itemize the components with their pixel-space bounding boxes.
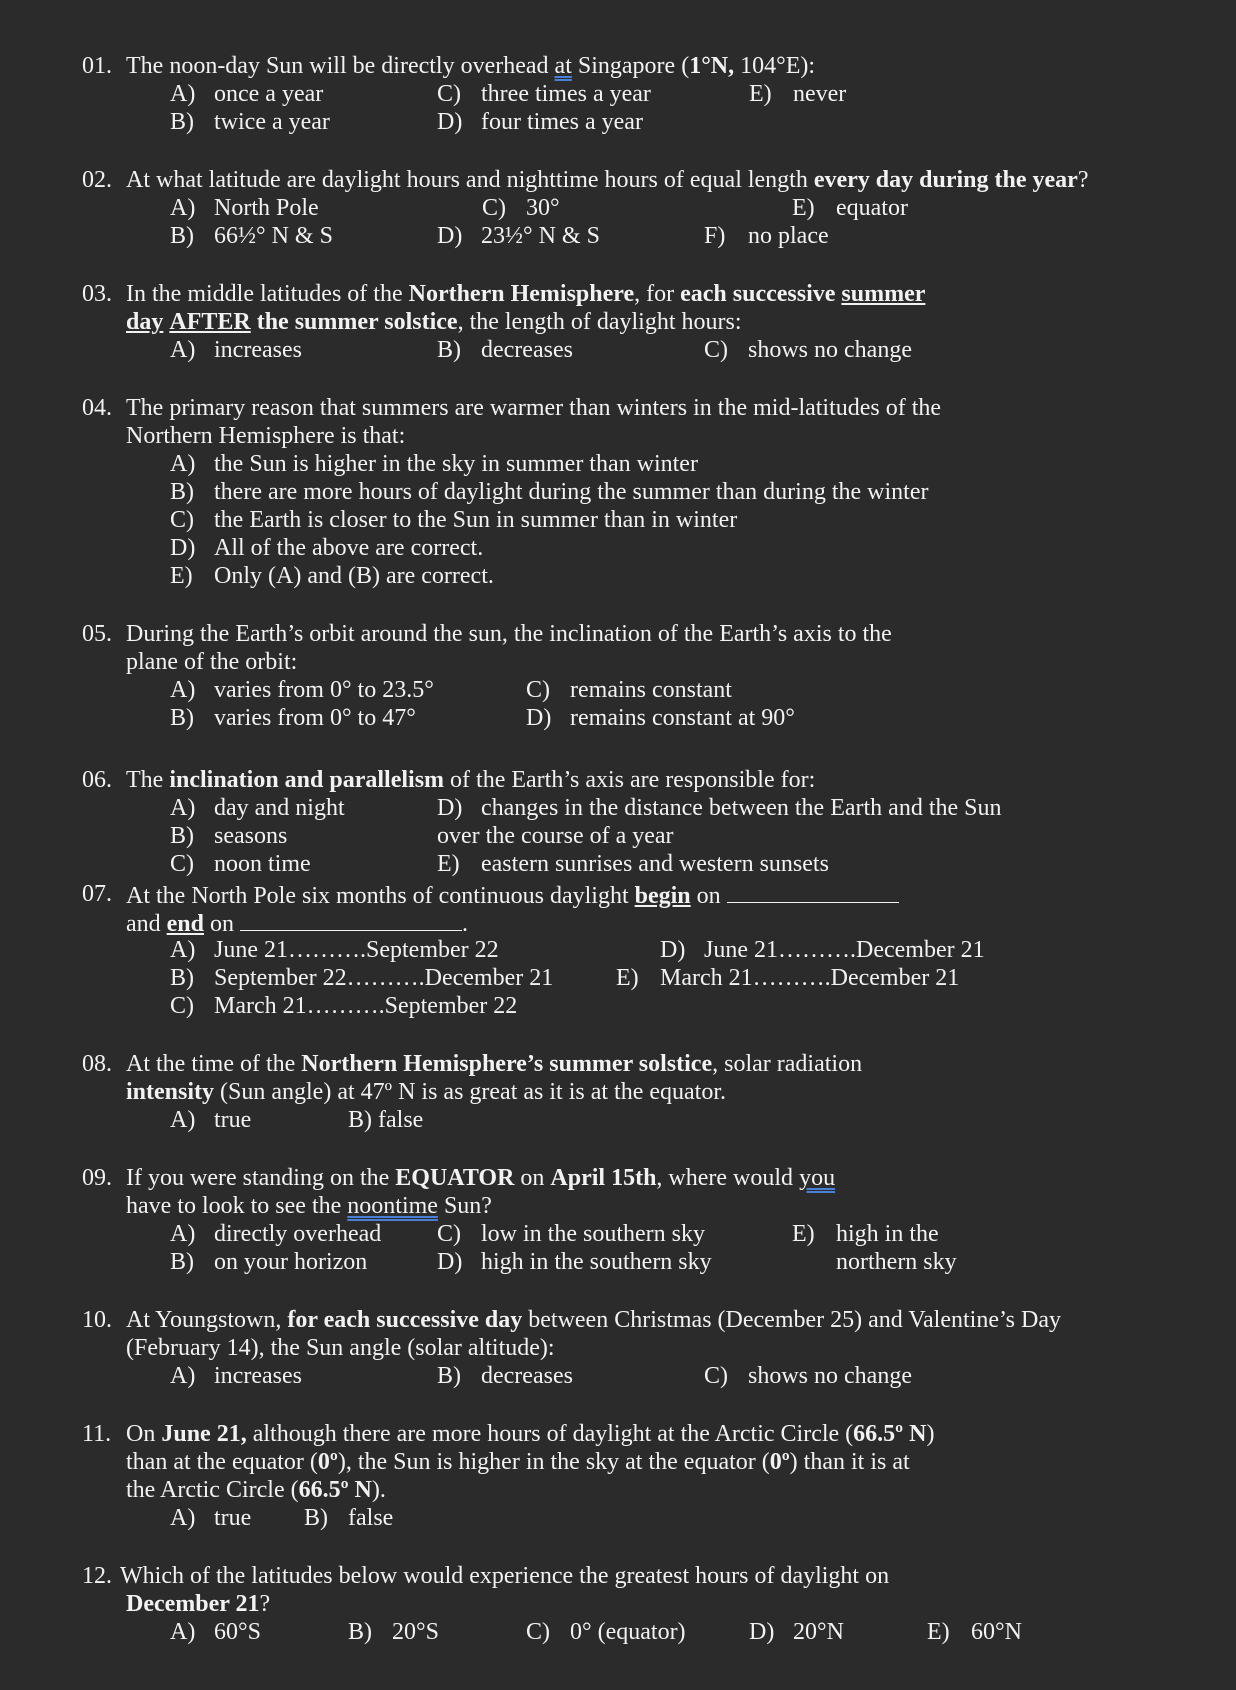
option-a[interactable]: A) day and night bbox=[170, 795, 345, 821]
option-b[interactable]: B) on your horizon bbox=[170, 1249, 368, 1275]
option-e[interactable]: E) March 21……….December 21 bbox=[616, 965, 960, 991]
option-e[interactable]: E) never bbox=[749, 81, 847, 107]
question-05 bbox=[82, 620, 1232, 732]
option-e[interactable]: E) eastern sunrises and western sunsets bbox=[437, 851, 829, 877]
option-b[interactable]: B) September 22……….December 21 bbox=[170, 965, 554, 991]
option-b[interactable]: B) decreases bbox=[437, 1363, 573, 1389]
question-stem-cont: intensity (Sun angle) at 47º N is as great as it is at the equator. bbox=[126, 1079, 726, 1105]
option-a[interactable]: A) varies from 0° to 23.5° bbox=[170, 677, 434, 703]
option-d[interactable]: D) 23½° N & S bbox=[437, 223, 600, 249]
answer-blank[interactable] bbox=[240, 908, 462, 931]
option-d[interactable]: D) changes in the distance between the Earth and the Sun bbox=[437, 795, 1002, 821]
question-07 bbox=[82, 880, 1232, 1020]
question-stem-cont: plane of the orbit: bbox=[126, 649, 298, 675]
option-f[interactable]: F) no place bbox=[704, 223, 829, 249]
option-a[interactable]: A) 60°S bbox=[170, 1619, 261, 1645]
question-number: 10. bbox=[82, 1307, 112, 1333]
question-stem: At the time of the Northern Hemisphere’s summer solstice, solar radiation bbox=[126, 1051, 863, 1077]
question-08 bbox=[82, 1050, 1232, 1134]
option-b[interactable]: B) false bbox=[304, 1505, 394, 1531]
option-b[interactable]: B) there are more hours of daylight during the summer than during the winter bbox=[170, 479, 929, 505]
question-number: 01. bbox=[82, 53, 112, 79]
option-c[interactable]: C) three times a year bbox=[437, 81, 651, 107]
question-01 bbox=[82, 52, 1232, 136]
option-d[interactable]: D) June 21……….December 21 bbox=[660, 937, 985, 963]
question-number: 11. bbox=[82, 1421, 112, 1447]
option-b[interactable]: B) seasons bbox=[170, 823, 288, 849]
question-number: 09. bbox=[82, 1165, 112, 1191]
option-c[interactable]: C) shows no change bbox=[704, 337, 912, 363]
option-b[interactable]: B) decreases bbox=[437, 337, 573, 363]
option-a[interactable]: A) directly overhead bbox=[170, 1221, 382, 1247]
question-stem: The noon-day Sun will be directly overhead at Singapore (1°N, 104°E): bbox=[126, 53, 816, 79]
question-stem-cont: December 21? bbox=[126, 1591, 271, 1617]
option-b[interactable]: B) varies from 0° to 47° bbox=[170, 705, 416, 731]
question-number: 05. bbox=[82, 621, 112, 647]
option-a[interactable]: A) increases bbox=[170, 1363, 302, 1389]
question-number: 04. bbox=[82, 395, 112, 421]
question-04 bbox=[82, 394, 1232, 590]
option-a[interactable]: A) true bbox=[170, 1107, 252, 1133]
option-b[interactable]: B) twice a year bbox=[170, 109, 330, 135]
option-c[interactable]: C) March 21……….September 22 bbox=[170, 993, 518, 1019]
question-stem: The inclination and parallelism of the Earth’s axis are responsible for: bbox=[126, 767, 816, 793]
option-d[interactable]: D) four times a year bbox=[437, 109, 643, 135]
option-a[interactable]: A) true bbox=[170, 1505, 252, 1531]
question-number: 08. bbox=[82, 1051, 112, 1077]
question-stem: At Youngstown, for each successive day between Christmas (December 25) and Valentine’s Day bbox=[126, 1307, 1061, 1333]
question-03 bbox=[82, 280, 1232, 364]
option-c[interactable]: C) the Earth is closer to the Sun in summer than in winter bbox=[170, 507, 738, 533]
question-stem: Which of the latitudes below would experience the greatest hours of daylight on bbox=[120, 1563, 890, 1589]
question-number: 03. bbox=[82, 281, 112, 307]
option-c[interactable]: C) remains constant bbox=[526, 677, 732, 703]
question-stem: During the Earth’s orbit around the sun, the inclination of the Earth’s axis to the bbox=[126, 621, 892, 647]
option-b[interactable]: B) false bbox=[348, 1107, 424, 1133]
question-stem-cont: the Arctic Circle (66.5º N). bbox=[126, 1477, 386, 1503]
question-stem: At what latitude are daylight hours and nighttime hours of equal length every day during the year? bbox=[126, 167, 1089, 193]
question-10 bbox=[82, 1306, 1232, 1390]
option-b[interactable]: B) 66½° N & S bbox=[170, 223, 333, 249]
option-e-cont[interactable]: northern sky bbox=[836, 1249, 957, 1275]
option-e[interactable]: E) equator bbox=[792, 195, 908, 221]
answer-blank[interactable] bbox=[727, 880, 899, 903]
question-02 bbox=[82, 166, 1232, 250]
question-number: 06. bbox=[82, 767, 112, 793]
option-d[interactable]: D) remains constant at 90° bbox=[526, 705, 795, 731]
option-c[interactable]: C) low in the southern sky bbox=[437, 1221, 705, 1247]
question-stem-cont: (February 14), the Sun angle (solar altitude): bbox=[126, 1335, 555, 1361]
question-number: 12. bbox=[82, 1563, 112, 1589]
question-stem: If you were standing on the EQUATOR on April 15th, where would you bbox=[126, 1165, 836, 1191]
option-e[interactable]: E) Only (A) and (B) are correct. bbox=[170, 563, 494, 589]
question-12 bbox=[82, 1562, 1232, 1646]
question-stem-cont: have to look to see the noontime Sun? bbox=[126, 1193, 492, 1219]
question-11 bbox=[82, 1420, 1232, 1532]
option-e[interactable]: E) 60°N bbox=[927, 1619, 1022, 1645]
option-a[interactable]: A) June 21……….September 22 bbox=[170, 937, 499, 963]
option-a[interactable]: A) the Sun is higher in the sky in summer than winter bbox=[170, 451, 698, 477]
question-09 bbox=[82, 1164, 1232, 1276]
question-stem: At the North Pole six months of continuous daylight begin on bbox=[126, 880, 899, 910]
question-number: 02. bbox=[82, 167, 112, 193]
question-number: 07. bbox=[82, 881, 112, 907]
question-stem-cont: than at the equator (0º), the Sun is higher in the sky at the equator (0º) than it is at bbox=[126, 1449, 910, 1475]
option-c[interactable]: C) 30° bbox=[482, 195, 560, 221]
option-c[interactable]: C) 0° (equator) bbox=[526, 1619, 686, 1645]
question-stem: In the middle latitudes of the Northern Hemisphere, for each successive summer bbox=[126, 281, 926, 307]
option-a[interactable]: A) increases bbox=[170, 337, 302, 363]
option-a[interactable]: A) once a year bbox=[170, 81, 324, 107]
question-stem-cont: and end on . bbox=[126, 908, 468, 938]
option-a[interactable]: A) North Pole bbox=[170, 195, 319, 221]
question-stem: On June 21, although there are more hours of daylight at the Arctic Circle (66.5º N) bbox=[126, 1421, 935, 1447]
question-06 bbox=[82, 766, 1232, 878]
option-d[interactable]: D) All of the above are correct. bbox=[170, 535, 484, 561]
question-stem: The primary reason that summers are warmer than winters in the mid-latitudes of the bbox=[126, 395, 942, 421]
option-b[interactable]: B) 20°S bbox=[348, 1619, 439, 1645]
option-c[interactable]: C) shows no change bbox=[704, 1363, 912, 1389]
question-stem-cont: day AFTER the summer solstice, the length of daylight hours: bbox=[126, 309, 742, 335]
option-d-cont[interactable]: over the course of a year bbox=[437, 823, 674, 849]
question-stem-cont: Northern Hemisphere is that: bbox=[126, 423, 406, 449]
option-d[interactable]: D) high in the southern sky bbox=[437, 1249, 712, 1275]
option-c[interactable]: C) noon time bbox=[170, 851, 311, 877]
option-e[interactable]: E) high in the bbox=[792, 1221, 939, 1247]
option-d[interactable]: D) 20°N bbox=[749, 1619, 844, 1645]
